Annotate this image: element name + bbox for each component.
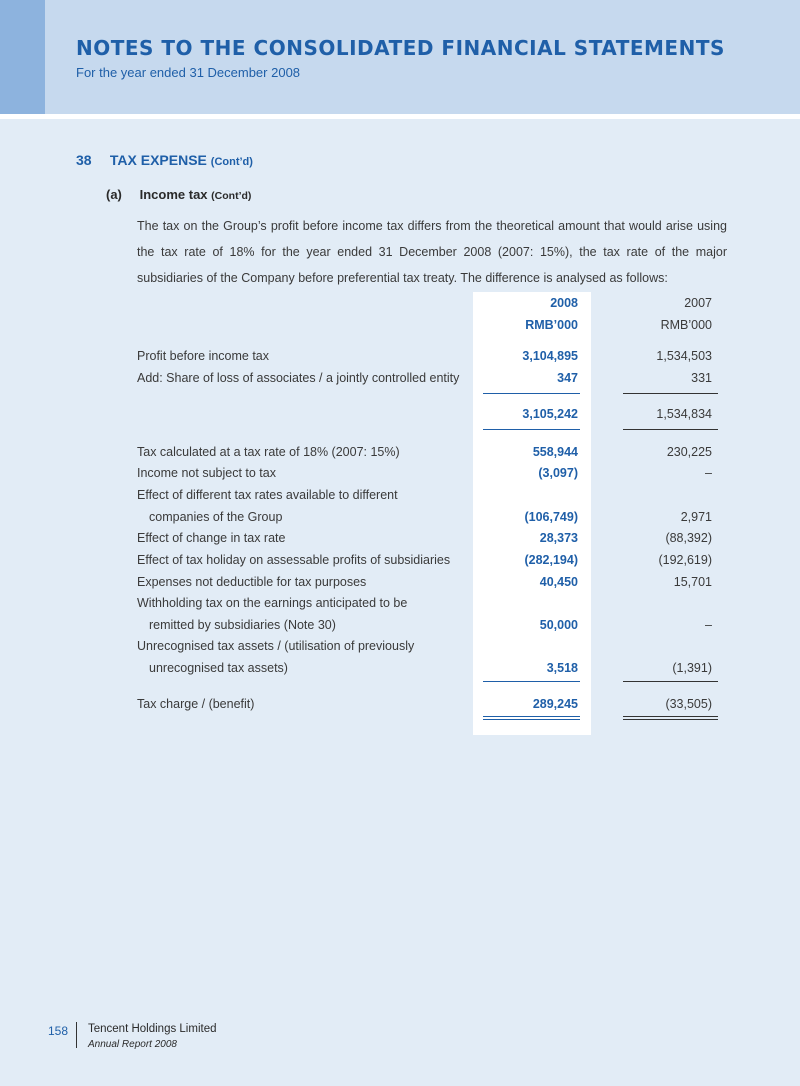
table-row	[0, 618, 800, 638]
subtotal-rule-2008	[483, 429, 580, 430]
value-2008: 3,518	[546, 661, 578, 675]
table-row-total	[0, 697, 800, 717]
value-2007: (1,391)	[672, 661, 712, 675]
footer-report-title: Annual Report 2008	[88, 1039, 177, 1050]
value-2007: 2,971	[680, 510, 712, 524]
table-row	[0, 349, 800, 369]
value-2008: 3,104,895	[522, 349, 578, 363]
value-2008: (282,194)	[524, 553, 578, 567]
column-unit-2008: RMB’000	[525, 318, 578, 332]
row-label: Effect of change in tax rate	[137, 531, 286, 545]
value-2008: (3,097)	[538, 466, 578, 480]
row-label: companies of the Group	[149, 510, 283, 524]
row-label: remitted by subsidiaries (Note 30)	[149, 618, 336, 632]
subsection-title: Income tax	[139, 187, 208, 202]
column-header-2008: 2008	[550, 296, 578, 310]
value-2008: 40,450	[539, 575, 578, 589]
value-2007: 15,701	[673, 575, 712, 589]
value-2007: (33,505)	[665, 697, 712, 711]
value-2007: (192,619)	[658, 553, 712, 567]
row-label: Profit before income tax	[137, 349, 270, 363]
section-title: TAX EXPENSE	[109, 152, 207, 168]
value-2007: 1,534,834	[656, 407, 712, 421]
total-rule-2008	[483, 681, 580, 682]
row-label: Effect of tax holiday on assessable profits of subsidiaries	[137, 553, 451, 567]
value-2007: 331	[691, 371, 712, 385]
section-number: 38	[76, 152, 92, 168]
page-title: NOTES TO THE CONSOLIDATED FINANCIAL STATEMENTS	[76, 36, 725, 60]
footer-divider	[76, 1022, 77, 1048]
table-row-subtotal	[0, 407, 800, 427]
grand-total-double-rule-2007	[623, 716, 718, 720]
table-row	[0, 371, 800, 391]
subtotal-rule-2008	[483, 393, 580, 394]
subsection-suffix: (Cont’d)	[211, 190, 252, 202]
column-header-2007: 2007	[684, 296, 712, 310]
total-rule-2007	[623, 681, 718, 682]
value-2008: 3,105,242	[522, 407, 578, 421]
table-row	[0, 575, 800, 595]
table-row	[0, 466, 800, 486]
subtotal-rule-2007	[623, 393, 718, 394]
subsection-number: (a)	[106, 187, 122, 202]
table-header-unit	[0, 318, 800, 338]
table-row	[0, 531, 800, 551]
row-label: Unrecognised tax assets / (utilisation of previously	[137, 639, 415, 653]
row-label: Tax charge / (benefit)	[137, 697, 255, 711]
value-2007: –	[705, 618, 712, 632]
value-2008: 289,245	[532, 697, 578, 711]
row-label: Income not subject to tax	[137, 466, 276, 480]
row-label: Effect of different tax rates available to different	[137, 488, 398, 502]
footer-page-number: 158	[48, 1024, 69, 1038]
value-2008: (106,749)	[524, 510, 578, 524]
footer-company-name: Tencent Holdings Limited	[88, 1023, 217, 1035]
row-label: Add: Share of loss of associates / a jointly controlled entity	[137, 371, 460, 385]
table-row	[0, 510, 800, 530]
page-subtitle: For the year ended 31 December 2008	[76, 65, 301, 80]
column-unit-2007: RMB’000	[660, 318, 712, 332]
row-label: Tax calculated at a tax rate of 18% (2007: 15%)	[137, 445, 400, 459]
row-label: Withholding tax on the earnings anticipated to be	[137, 596, 408, 610]
table-row	[0, 553, 800, 573]
table-row	[0, 661, 800, 681]
grand-total-double-rule-2008	[483, 716, 580, 720]
value-2008: 28,373	[539, 531, 578, 545]
subtotal-rule-2007	[623, 429, 718, 430]
value-2008: 50,000	[539, 618, 578, 632]
value-2007: –	[705, 466, 712, 480]
row-label: Expenses not deductible for tax purposes	[137, 575, 367, 589]
value-2008: 558,944	[532, 445, 578, 459]
table-header-year	[0, 296, 800, 316]
table-row	[0, 596, 800, 616]
intro-paragraph: The tax on the Group’s profit before income tax differs from the theoretical amount that would arise using the tax rate of 18% for the year ended 31 December 2008 (2007: 15%), the tax rate of the major subsidiaries of the Company before preferential tax treaty. The difference is analysed as follows:	[137, 219, 727, 285]
value-2007: 230,225	[666, 445, 712, 459]
table-row	[0, 639, 800, 659]
section-suffix: (Cont’d)	[210, 156, 253, 168]
table-row	[0, 488, 800, 508]
row-label: unrecognised tax assets)	[149, 661, 288, 675]
value-2007: (88,392)	[665, 531, 712, 545]
value-2008: 347	[557, 371, 578, 385]
value-2007: 1,534,503	[656, 349, 712, 363]
table-row	[0, 445, 800, 465]
